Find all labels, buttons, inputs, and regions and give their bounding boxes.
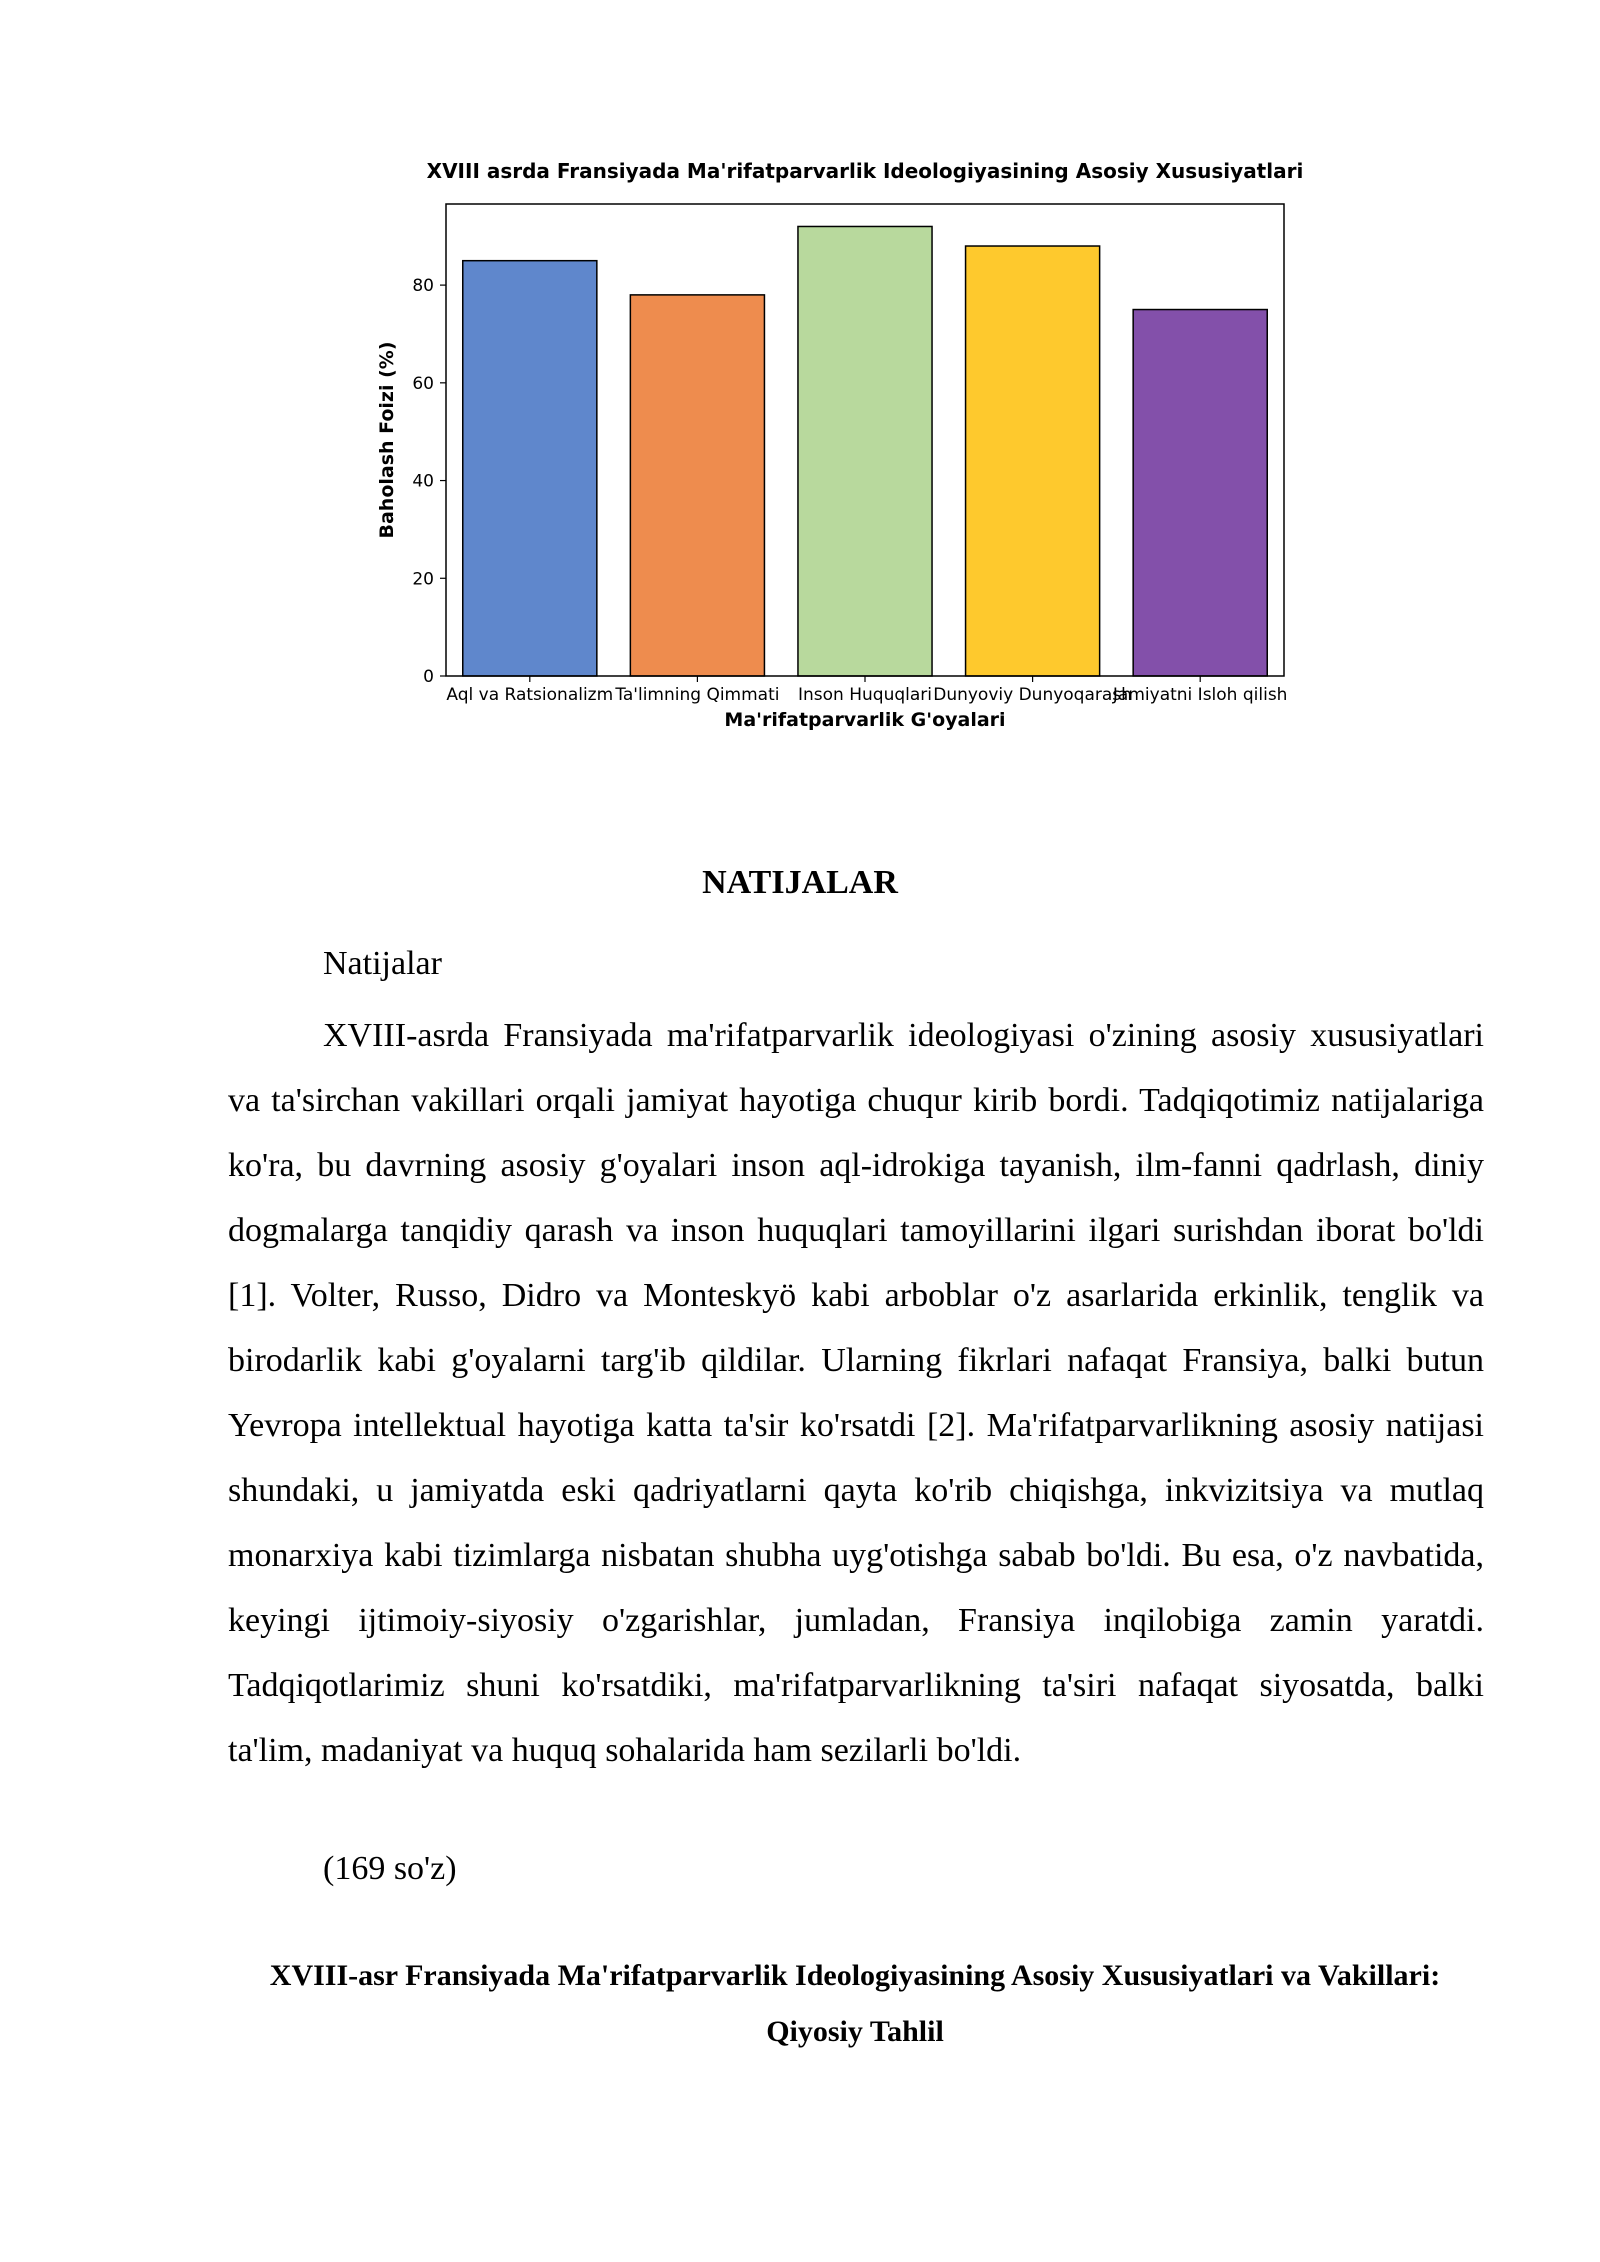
article-heading: XVIII-asr Fransiyada Ma'rifatparvarlik Ideologiyasining Asosiy Xususiyatlari va Vakillari: Qiyosiy Tahlil: [269, 1959, 1441, 2048]
chart-title: XVIII asrda Fransiyada Ma'rifatparvarlik Ideologiyasining Asosiy Xususiyatlari: [426, 159, 1304, 183]
x-axis: [446, 676, 1287, 705]
bar-3: [798, 226, 932, 676]
x-axis-label: Ma'rifatparvarlik G'oyalari: [724, 709, 1006, 731]
y-tick-label: 80: [412, 276, 434, 297]
bar-4: [966, 246, 1100, 676]
section-title: NATIJALAR: [702, 864, 898, 901]
bar-5: [1133, 310, 1267, 676]
x-tick-label: Ta'limning Qimmati: [615, 685, 780, 705]
x-tick-label: Aql va Ratsionalizm: [446, 685, 614, 705]
y-tick-label: 40: [412, 471, 434, 492]
sub-heading: Natijalar: [323, 945, 442, 982]
y-tick-label: 20: [412, 569, 434, 590]
x-tick-label: Inson Huquqlari: [798, 685, 932, 705]
x-tick-label: Jamiyatni Isloh qilish: [1112, 685, 1288, 705]
y-axis-label: Baholash Foizi (%): [376, 341, 398, 539]
y-tick-label: 0: [423, 667, 434, 687]
y-axis: [412, 276, 446, 687]
word-count: (169 so'z): [323, 1850, 457, 1887]
body-paragraph: XVIII-asrda Fransiyada ma'rifatparvarlik ideologiyasi o'zining asosiy xususiyatlari va ta'sirchan vakillari orqali jamiyat hayotiga chuqur kirib bordi. Tadqiqotimiz natijalariga ko'ra, bu davrning asosiy g'oyalari inson aql-idrokiga tayanish, ilm-fanni qadrlash, diniy dogmalarga tanqidiy qarash va inson huquqlari tamoyillarini ilgari surishdan iborat bo'ldi [1]. Volter, Russo, Didro va Monteskyö kabi arboblar o'z asarlarida erkinlik, tenglik va birodarlik kabi g'oyalarni targ'ib qildilar. Ularning fikrlari nafaqat Fransiya, balki butun Yevropa intellektual hayotiga katta ta'sir ko'rsatdi [2]. Ma'rifatparvarlikning asosiy natijasi shundaki, u jamiyatda eski qadriyatlarni qayta ko'rib chiqishga, inkvizitsiya va mutlaq monarxiya kabi tizimlarga nisbatan shubha uyg'otishga sabab bo'ldi. Bu esa, o'z navbatida, keyingi ijtimoiy-siyosiy o'zgarishlar, jumladan, Fransiya inqilobiga zamin yaratdi. Tadqiqotlarimiz shuni ko'rsatdiki, ma'rifatparvarlikning ta'siri nafaqat siyosatda, balki ta'lim, madaniyat va huquq sohalarida ham sezilarli bo'ldi.: [228, 1017, 1484, 1769]
chart-canvas: [350, 150, 1330, 750]
x-tick-label: Dunyoviy Dunyoqarash: [933, 685, 1132, 705]
bars-layer: [463, 226, 1267, 676]
bar-2: [630, 295, 764, 676]
y-tick-label: 60: [412, 373, 434, 394]
bar-chart: [350, 150, 1330, 750]
bar-1: [463, 261, 597, 676]
